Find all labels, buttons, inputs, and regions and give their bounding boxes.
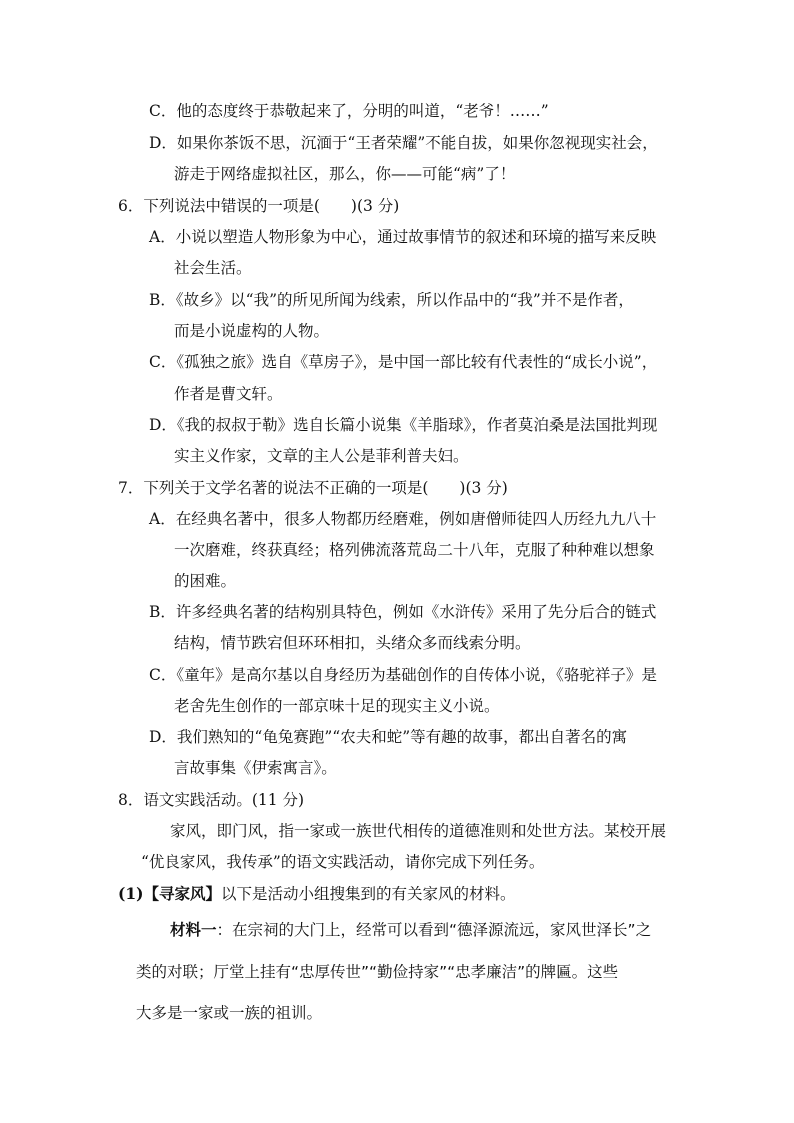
q7-option-a-cont2: 的困难。 (174, 572, 237, 590)
q7-option-b-cont: 结构，情节跌宕但环环相扣，头绪众多而线索分明。 (174, 634, 531, 652)
q7-stem: 7．下列关于文学名著的说法不正确的一项是( )(3 分) (118, 479, 508, 497)
q5-option-d: D．如果你茶饭不思，沉湎于“王者荣耀”不能自拔，如果你忽视现实社会， (149, 134, 658, 152)
q6-option-c: C．《孤独之旅》选自《草房子》，是中国一部比较有代表性的“成长小说”， (149, 353, 658, 371)
q8-task1 (118, 884, 515, 904)
material-1 (170, 920, 651, 940)
q6-option-d-cont: 实主义作家，文章的主人公是菲利普夫妇。 (174, 447, 469, 465)
q8-stem: 8．语文实践活动。(11 分) (118, 791, 305, 809)
q6-option-b-cont: 而是小说虚构的人物。 (174, 322, 330, 340)
material-1-text: ：在宗祠的大门上，经常可以看到“德泽源流远，家风世泽长”之 (216, 921, 652, 939)
q7-option-c-cont: 老舍先生创作的一部京味十足的现实主义小说。 (174, 697, 500, 715)
q6-stem: 6．下列说法中错误的一项是( )(3 分) (118, 197, 400, 215)
q7-option-a: A．在经典名著中，很多人物都历经磨难，例如唐僧师徒四人历经九九八十 (149, 510, 657, 528)
q7-option-d-cont: 言故事集《伊索寓言》。 (174, 759, 337, 777)
q5-option-c: C．他的态度终于恭敬起来了，分明的叫道，“老爷！……” (149, 102, 549, 120)
material-1-cont2: 大多是一家或一族的祖训。 (136, 1004, 323, 1022)
q6-option-d: D．《我的叔叔于勒》选自长篇小说集《羊脂球》，作者莫泊桑是法国批判现 (149, 416, 658, 434)
q8-intro: 家风，即门风，指一家或一族世代相传的道德准则和处世方法。某校开展 (170, 822, 667, 840)
q6-option-c-cont: 作者是曹文轩。 (174, 385, 283, 403)
q6-option-a: A．小说以塑造人物形象为中心，通过故事情节的叙述和环境的描写来反映 (149, 228, 657, 246)
q7-option-a-cont1: 一次磨难，终获真经；格列佛流落荒岛二十八年，克服了种种难以想象 (174, 541, 655, 559)
material-1-label: 材料一 (170, 921, 217, 939)
material-1-cont1: 类的对联；厅堂上挂有“忠厚传世”“勤俭持家”“忠孝廉洁”的牌匾。这些 (136, 963, 619, 981)
task1-text: 以下是活动小组搜集到的有关家风的材料。 (220, 885, 516, 903)
q5-option-d-cont: 游走于网络虚拟社区，那么，你——可能“病”了！ (174, 165, 516, 183)
q6-option-a-cont: 社会生活。 (174, 259, 252, 277)
q7-option-d: D．我们熟知的“龟兔赛跑”“农夫和蛇”等有趣的故事，都出自著名的寓 (149, 728, 628, 746)
q8-intro-cont: “优良家风，我传承”的语文实践活动，请你完成下列任务。 (141, 853, 545, 871)
q7-option-c: C．《童年》是高尔基以自身经历为基础创作的自传体小说，《骆驼祥子》是 (149, 666, 657, 684)
task1-label: (1)【寻家风】 (118, 884, 221, 903)
q6-option-b: B．《故乡》以“我”的所见所闻为线索，所以作品中的“我”并不是作者， (149, 291, 634, 309)
q7-option-b: B．许多经典名著的结构别具特色，例如《水浒传》采用了先分后合的链式 (149, 603, 657, 621)
